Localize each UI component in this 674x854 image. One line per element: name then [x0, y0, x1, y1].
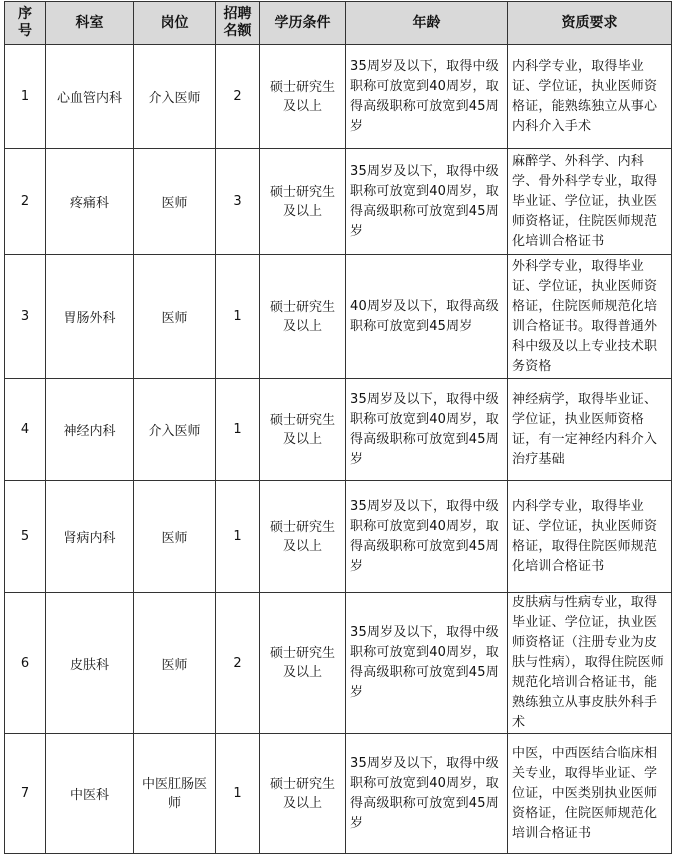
cell-no: 2 — [5, 149, 46, 255]
cell-age: 35周岁及以下，取得中级职称可放宽到40周岁，取得高级职称可放宽到45周岁 — [346, 593, 508, 734]
table-row — [5, 45, 672, 149]
cell-post: 介入医师 — [134, 379, 216, 481]
cell-qual: 内科学专业，取得毕业证、学位证，执业医师资格证，取得住院医师规范化培训合格证书 — [508, 481, 672, 593]
cell-edu: 硕士研究生及以上 — [260, 379, 346, 481]
cell-dept: 皮肤科 — [46, 593, 134, 734]
cell-qual: 麻醉学、外科学、内科学、骨外科学专业，取得毕业证、学位证，执业医师资格证，住院医师规范化培训合格证书 — [508, 149, 672, 255]
header-qual: 资质要求 — [508, 2, 672, 45]
cell-post: 医师 — [134, 481, 216, 593]
cell-dept: 心血管内科 — [46, 45, 134, 149]
cell-post: 医师 — [134, 255, 216, 379]
header-row — [5, 2, 672, 45]
header-post: 岗位 — [134, 2, 216, 45]
header-no: 序号 — [5, 2, 46, 45]
cell-qual: 神经病学，取得毕业证、学位证，执业医师资格证，有一定神经内科介入治疗基础 — [508, 379, 672, 481]
cell-edu: 硕士研究生及以上 — [260, 593, 346, 734]
table-row — [5, 734, 672, 854]
cell-no: 6 — [5, 593, 46, 734]
table-row — [5, 481, 672, 593]
cell-age: 35周岁及以下，取得中级职称可放宽到40周岁，取得高级职称可放宽到45周岁 — [346, 45, 508, 149]
table-row — [5, 593, 672, 734]
cell-quota: 1 — [216, 379, 260, 481]
cell-quota: 1 — [216, 255, 260, 379]
header-edu: 学历条件 — [260, 2, 346, 45]
cell-quota: 2 — [216, 593, 260, 734]
cell-post: 中医肛肠医师 — [134, 734, 216, 854]
cell-no: 1 — [5, 45, 46, 149]
header-age: 年龄 — [346, 2, 508, 45]
cell-qual: 中医，中西医结合临床相关专业，取得毕业证、学位证，中医类别执业医师资格证，住院医师规范化培训合格证书 — [508, 734, 672, 854]
cell-dept: 疼痛科 — [46, 149, 134, 255]
cell-edu: 硕士研究生及以上 — [260, 45, 346, 149]
cell-quota: 2 — [216, 45, 260, 149]
recruitment-table — [4, 1, 672, 854]
cell-age: 40周岁及以下，取得高级职称可放宽到45周岁 — [346, 255, 508, 379]
header-quota: 招聘名额 — [216, 2, 260, 45]
cell-qual: 皮肤病与性病专业，取得毕业证、学位证，执业医师资格证（注册专业为皮肤与性病），取得住院医师规范化培训合格证书，能熟练独立从事皮肤外科手术 — [508, 593, 672, 734]
table-row — [5, 379, 672, 481]
cell-age: 35周岁及以下，取得中级职称可放宽到40周岁，取得高级职称可放宽到45周岁 — [346, 149, 508, 255]
cell-no: 5 — [5, 481, 46, 593]
cell-dept: 肾病内科 — [46, 481, 134, 593]
header-dept: 科室 — [46, 2, 134, 45]
table-row — [5, 255, 672, 379]
table-row — [5, 149, 672, 255]
cell-qual: 外科学专业，取得毕业证、学位证，执业医师资格证，住院医师规范化培训合格证书。取得普通外科中级及以上专业技术职务资格 — [508, 255, 672, 379]
cell-edu: 硕士研究生及以上 — [260, 149, 346, 255]
cell-quota: 3 — [216, 149, 260, 255]
cell-dept: 中医科 — [46, 734, 134, 854]
cell-age: 35周岁及以下，取得中级职称可放宽到40周岁，取得高级职称可放宽到45周岁 — [346, 734, 508, 854]
cell-post: 医师 — [134, 149, 216, 255]
cell-quota: 1 — [216, 734, 260, 854]
cell-no: 4 — [5, 379, 46, 481]
cell-post: 介入医师 — [134, 45, 216, 149]
cell-dept: 神经内科 — [46, 379, 134, 481]
cell-no: 3 — [5, 255, 46, 379]
cell-age: 35周岁及以下，取得中级职称可放宽到40周岁，取得高级职称可放宽到45周岁 — [346, 481, 508, 593]
cell-no: 7 — [5, 734, 46, 854]
cell-quota: 1 — [216, 481, 260, 593]
cell-edu: 硕士研究生及以上 — [260, 734, 346, 854]
cell-edu: 硕士研究生及以上 — [260, 481, 346, 593]
cell-post: 医师 — [134, 593, 216, 734]
cell-age: 35周岁及以下，取得中级职称可放宽到40周岁，取得高级职称可放宽到45周岁 — [346, 379, 508, 481]
cell-dept: 胃肠外科 — [46, 255, 134, 379]
cell-edu: 硕士研究生及以上 — [260, 255, 346, 379]
cell-qual: 内科学专业，取得毕业证、学位证，执业医师资格证，能熟练独立从事心内科介入手术 — [508, 45, 672, 149]
